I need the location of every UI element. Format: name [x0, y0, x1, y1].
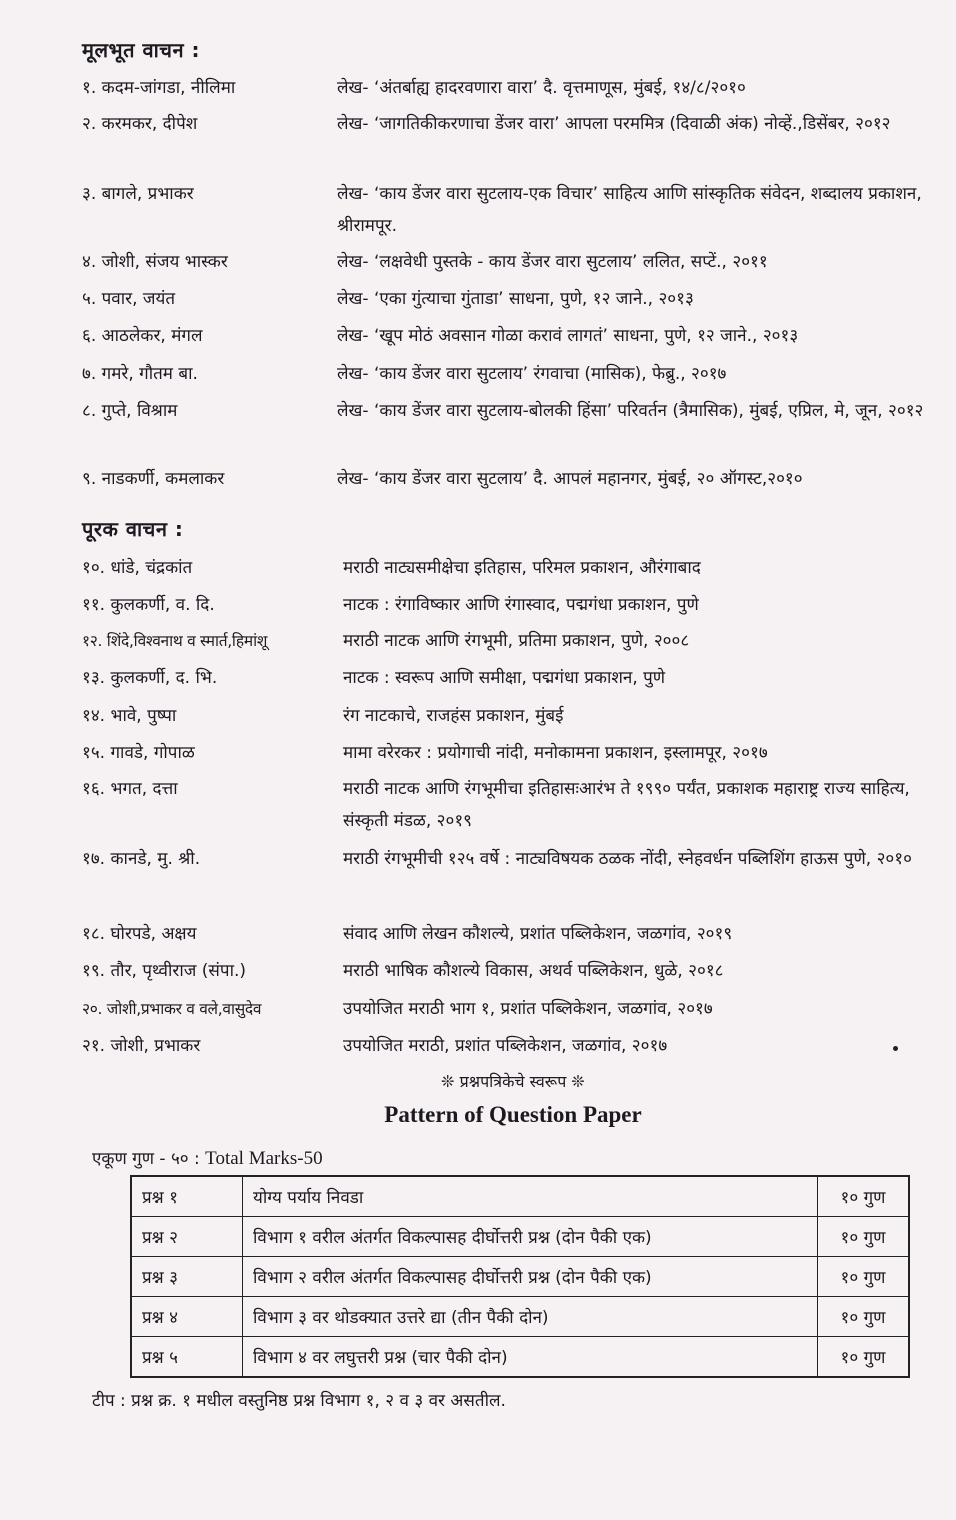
- question-number: प्रश्न ५: [131, 1337, 243, 1378]
- reference-author: १०. धांडे, चंद्रकांत: [82, 558, 193, 578]
- reference-author: ४. जोशी, संजय भास्कर: [82, 252, 228, 272]
- question-description: योग्य पर्याय निवडा: [243, 1176, 818, 1217]
- reference-description: मराठी भाषिक कौशल्ये विकास, अथर्व पब्लिकेशन, धुळे, २०१८: [343, 961, 724, 981]
- pattern-heading-marathi: ❊ प्रश्नपत्रिकेचे स्वरूप ❊: [441, 1072, 585, 1091]
- question-number: प्रश्न ३: [131, 1257, 243, 1297]
- reference-author: ७. गमरे, गौतम बा.: [82, 364, 198, 384]
- reference-author: १४. भावे, पुष्पा: [82, 706, 177, 726]
- question-marks: १० गुण: [818, 1217, 910, 1257]
- reference-author: २. करमकर, दीपेश: [82, 114, 198, 134]
- question-description: विभाग ४ वर लघुत्तरी प्रश्न (चार पैकी दोन): [243, 1337, 818, 1378]
- reference-description: मराठी नाटक आणि रंगभूमी, प्रतिमा प्रकाशन, पुणे, २००८: [343, 631, 690, 651]
- ink-dot: [893, 1046, 898, 1051]
- reference-author: १. कदम-जांगडा, नीलिमा: [82, 78, 236, 98]
- reference-author: ८. गुप्ते, विश्राम: [82, 401, 178, 421]
- question-description: विभाग ३ वर थोडक्यात उत्तरे द्या (तीन पैकी दोन): [243, 1297, 818, 1337]
- reference-author: १७. कानडे, मु. श्री.: [82, 849, 201, 869]
- total-marks: [92, 1146, 323, 1170]
- reference-description: लेख- ‘काय डेंजर वारा सुटलाय-एक विचार’ साहित्य आणि सांस्कृतिक संवेदन, शब्दालय प्रकाशन, श्रीरामपूर.: [337, 184, 922, 236]
- supplementary-reading-heading: पूरक वाचन :: [82, 517, 184, 541]
- pattern-title: Pattern of Question Paper: [384, 1102, 642, 1127]
- basic-reading-heading: मूलभूत वाचन :: [82, 38, 201, 62]
- reference-author: ३. बागले, प्रभाकर: [82, 184, 194, 204]
- table-row: [131, 1217, 909, 1257]
- reference-description: उपयोजित मराठी, प्रशांत पब्लिकेशन, जळगांव, २०१७: [343, 1036, 668, 1056]
- footnote: टीप : प्रश्न क्र. १ मधील वस्तुनिष्ठ प्रश्न विभाग १, २ व ३ वर असतील.: [92, 1391, 506, 1411]
- reference-author: ६. आठलेकर, मंगल: [82, 326, 203, 346]
- reference-author: ५. पवार, जयंत: [82, 289, 176, 309]
- reference-description: लेख- ‘काय डेंजर वारा सुटलाय’ दै. आपलं महानगर, मुंबई, २० ऑगस्ट,२०१०: [337, 469, 803, 489]
- table-row: [131, 1257, 909, 1297]
- reference-author: १९. तौर, पृथ्वीराज (संपा.): [82, 961, 247, 981]
- reference-description: लेख- ‘लक्षवेधी पुस्तके - काय डेंजर वारा सुटलाय’ ललित, सप्टें., २०११: [337, 252, 768, 272]
- reference-description: लेख- ‘काय डेंजर वारा सुटलाय’ रंगवाचा (मासिक), फेब्रु., २०१७: [337, 364, 727, 384]
- question-number: प्रश्न १: [131, 1176, 243, 1217]
- reference-description: उपयोजित मराठी भाग १, प्रशांत पब्लिकेशन, जळगांव, २०१७: [343, 999, 713, 1019]
- reference-description: मामा वरेरकर : प्रयोगाची नांदी, मनोकामना प्रकाशन, इस्लामपूर, २०१७: [343, 743, 768, 763]
- question-number: प्रश्न ४: [131, 1297, 243, 1337]
- reference-author: १८. घोरपडे, अक्षय: [82, 924, 197, 944]
- reference-description: मराठी नाट्यसमीक्षेचा इतिहास, परिमल प्रकाशन, औरंगाबाद: [343, 558, 701, 578]
- total-marks-english: Total Marks-50: [205, 1148, 323, 1169]
- reference-author: २०. जोशी,प्रभाकर व वले,वासुदेव: [82, 1000, 262, 1018]
- reference-description: संवाद आणि लेखन कौशल्ये, प्रशांत पब्लिकेशन, जळगांव, २०१९: [343, 924, 733, 944]
- reference-description: लेख- ‘खूप मोठं अवसान गोळा करावं लागतं’ साधना, पुणे, १२ जाने., २०१३: [337, 326, 799, 346]
- reference-author: १५. गावडे, गोपाळ: [82, 743, 195, 763]
- reference-author: २१. जोशी, प्रभाकर: [82, 1036, 201, 1056]
- reference-author: १३. कुलकर्णी, द. भि.: [82, 668, 218, 688]
- table-row: [131, 1176, 909, 1217]
- question-number: प्रश्न २: [131, 1217, 243, 1257]
- question-marks: १० गुण: [818, 1176, 910, 1217]
- reference-description: नाटक : स्वरूप आणि समीक्षा, पद्मगंधा प्रकाशन, पुणे: [343, 668, 666, 688]
- reference-description: लेख- ‘अंतर्बाह्य हादरवणारा वारा’ दै. वृत्तमाणूस, मुंबई, १४/८/२०१०: [337, 78, 746, 98]
- reference-description: मराठी नाटक आणि रंगभूमीचा इतिहासःआरंभ ते १९९० पर्यंत, प्रकाशक महाराष्ट्र राज्य साहित्य, संस्कृती मंडळ, २०१९: [343, 779, 910, 831]
- question-marks: १० गुण: [818, 1297, 910, 1337]
- reference-author: १२. शिंदे,विश्वनाथ व स्मार्त,हिमांशू: [82, 632, 268, 650]
- reference-author: १६. भगत, दत्ता: [82, 779, 178, 799]
- reference-description: रंग नाटकाचे, राजहंस प्रकाशन, मुंबई: [343, 706, 564, 726]
- reference-description: लेख- ‘जागतिकीकरणाचा डेंजर वारा’ आपला परममित्र (दिवाळी अंक) नोव्हें.,डिसेंबर, २०१२: [337, 114, 891, 134]
- reference-description: लेख- ‘काय डेंजर वारा सुटलाय-बोलकी हिंसा’ परिवर्तन (त्रैमासिक), मुंबई, एप्रिल, मे, जून, २०१२: [337, 401, 924, 421]
- reference-description: नाटक : रंगाविष्कार आणि रंगास्वाद, पद्मगंधा प्रकाशन, पुणे: [343, 595, 699, 615]
- question-description: विभाग २ वरील अंतर्गत विकल्पासह दीर्घोत्तरी प्रश्न (दोन पैकी एक): [243, 1257, 818, 1297]
- question-description: विभाग १ वरील अंतर्गत विकल्पासह दीर्घोत्तरी प्रश्न (दोन पैकी एक): [243, 1217, 818, 1257]
- reference-author: ११. कुलकर्णी, व. दि.: [82, 595, 215, 615]
- reference-author: ९. नाडकर्णी, कमलाकर: [82, 469, 225, 489]
- reference-description: मराठी रंगभूमीची १२५ वर्षे : नाट्यविषयक ठळक नोंदी, स्नेहवर्धन पब्लिशिंग हाऊस पुणे, २०१०: [343, 849, 912, 869]
- table-row: [131, 1337, 909, 1378]
- question-marks: १० गुण: [818, 1337, 910, 1378]
- total-marks-marathi: एकूण गुण - ५० :: [92, 1149, 206, 1169]
- question-marks: १० गुण: [818, 1257, 910, 1297]
- reference-description: लेख- ‘एका गुंत्याचा गुंताडा’ साधना, पुणे, १२ जाने., २०१३: [337, 289, 694, 309]
- table-row: [131, 1297, 909, 1337]
- question-pattern-table: [130, 1175, 910, 1378]
